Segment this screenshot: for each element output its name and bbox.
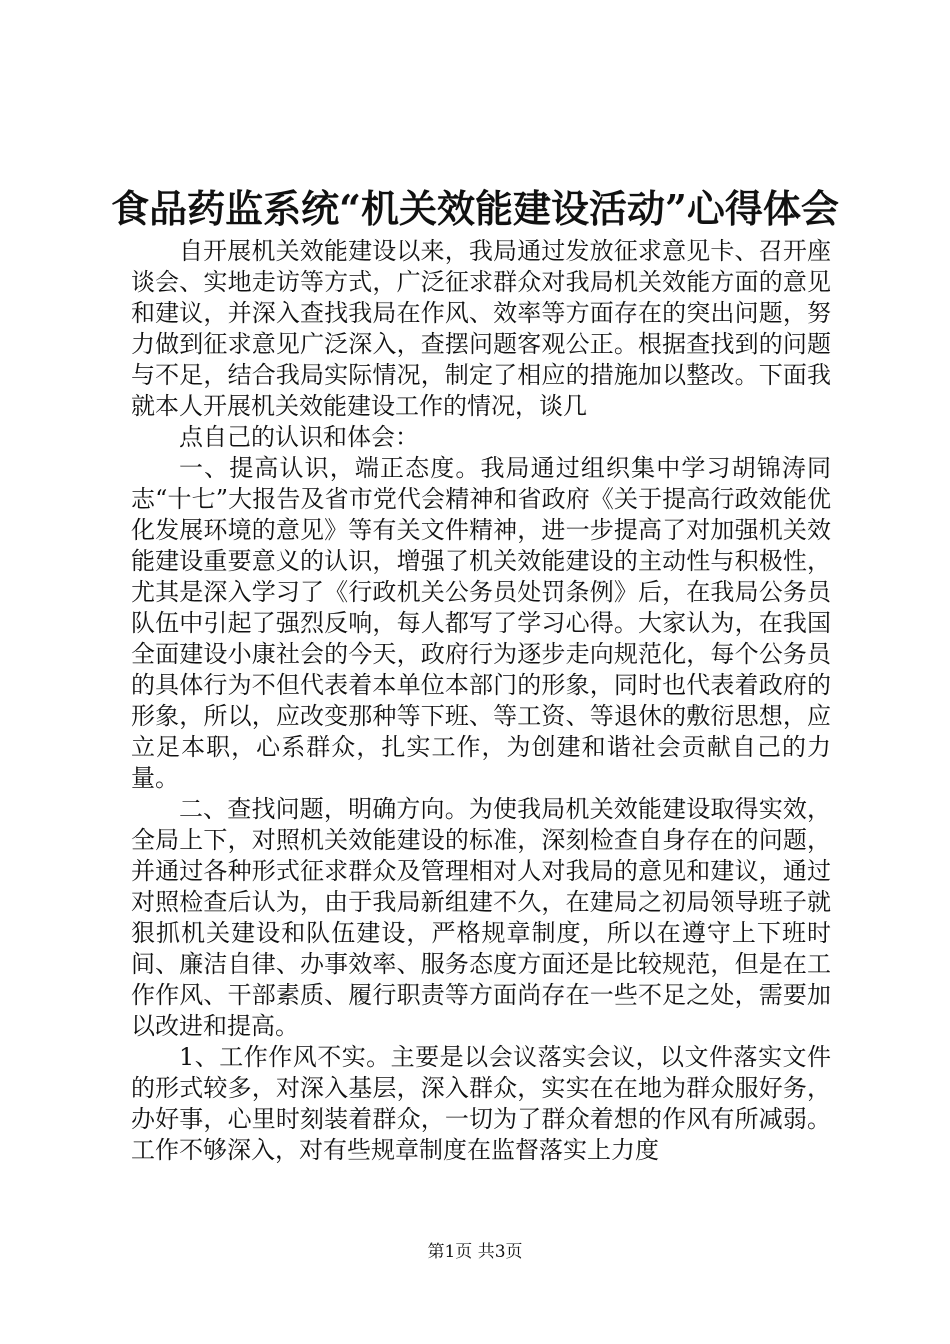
page-footer: 第1页 共3页 (427, 1242, 523, 1262)
paragraph-item-one: 1、工作作风不实。主要是以会议落实会议，以文件落实文件的形式较多，对深入基层，深入群众，实实在在地为群众服好务，办好事，心里时刻装着群众，一切为了群众着想的作风有所减弱。工作不够深入，对有些规章制度在监督落实上力度 (131, 1043, 831, 1164)
paragraph-section-two: 二、查找问题，明确方向。为使我局机关效能建设取得实效，全局上下，对照机关效能建设的标准，深刻检查自身存在的问题，并通过各种形式征求群众及管理相对人对我局的意见和建议，通过对照检查后认为，由于我局新组建不久，在建局之初局领导班子就狠抓机关建设和队伍建设，严格规章制度，所以在遵守上下班时间、廉洁自律、办事效率、服务态度方面还是比较规范，但是在工作作风、干部素质、履行职责等方面尚存在一些不足之处，需要加以改进和提高。 (131, 795, 831, 1040)
document-body (131, 236, 831, 1166)
paragraph-intro: 自开展机关效能建设以来，我局通过发放征求意见卡、召开座谈会、实地走访等方式，广泛征求群众对我局机关效能方面的意见和建议，并深入查找我局在作风、效率等方面存在的突出问题，努力做到征求意见广泛深入，查摆问题客观公正。根据查找到的问题与不足，结合我局实际情况，制定了相应的措施加以整改。下面我就本人开展机关效能建设工作的情况，谈几 (131, 237, 831, 420)
paragraph-intro-continued: 点自己的认识和体会： (179, 423, 419, 451)
document-title: 食品药监系统“机关效能建设活动”心得体会 (111, 186, 839, 231)
paragraph-section-one: 一、提高认识，端正态度。我局通过组织集中学习胡锦涛同志“十七”大报告及省市党代会精神和省政府《关于提高行政效能优化发展环境的意见》等有关文件精神，进一步提高了对加强机关效能建设重要意义的认识，增强了机关效能建设的主动性与积极性，尤其是深入学习了《行政机关公务员处罚条例》后，在我局公务员队伍中引起了强烈反响，每人都写了学习心得。大家认为，在我国全面建设小康社会的今天，政府行为逐步走向规范化，每个公务员的具体行为不但代表着本单位本部门的形象，同时也代表着政府的形象，所以，应改变那种等下班、等工资、等退休的敷衍思想，应立足本职，心系群众，扎实工作，为创建和谐社会贡献自己的力量。 (131, 454, 831, 792)
